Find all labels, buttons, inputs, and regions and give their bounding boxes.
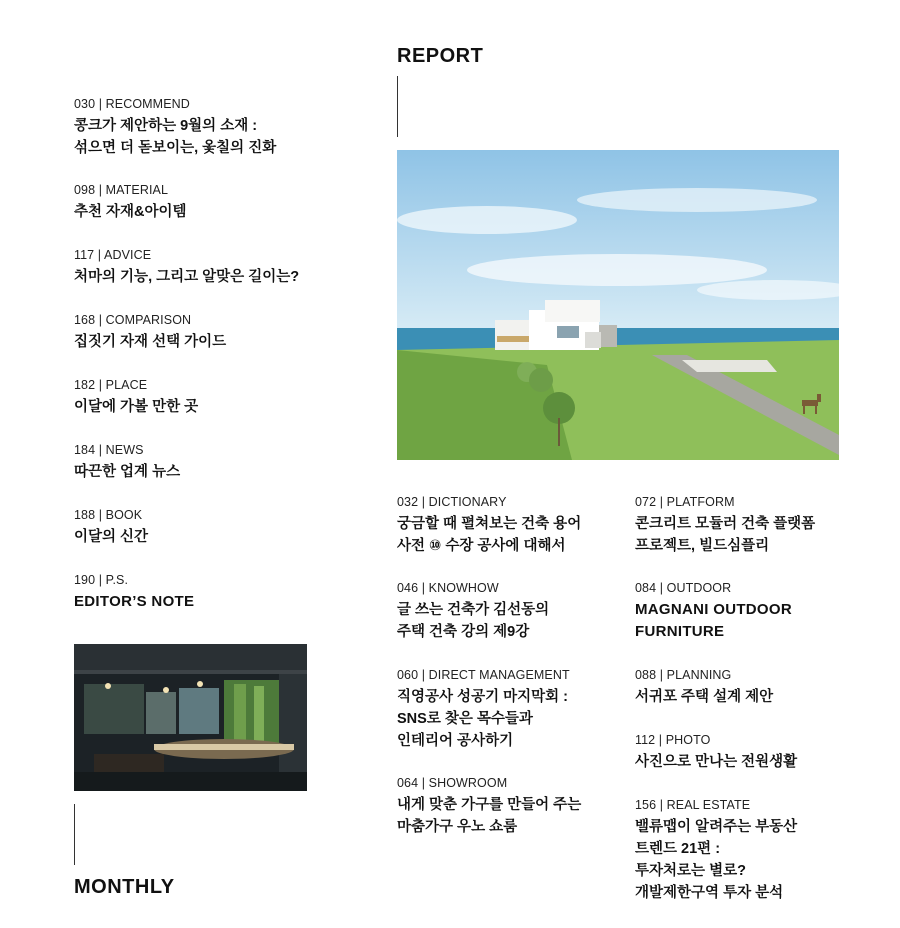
entry-title: 처마의 기능, 그리고 알맞은 길이는?: [74, 269, 300, 285]
report-heading: REPORT: [397, 45, 484, 67]
entry-title: MAGNANI OUTDOOR FURNITURE: [635, 601, 792, 640]
entry-kicker: 072 | PLATFORM: [635, 495, 735, 509]
report-entry-outdoor[interactable]: [635, 580, 895, 643]
entry-title: 콩크가 제안하는 9월의 소재 : 섞으면 더 돋보이는, 옻칠의 진화: [74, 118, 277, 156]
entry-title: 내게 맞춘 가구를 만들어 주는 마춤가구 우노 쇼룸: [397, 797, 582, 835]
report-entry-dictionary[interactable]: [397, 494, 657, 557]
entry-title: 밸류맵이 알려주는 부동산 트렌드 21편 : 투자처로는 별로? 개발제한구역 투자 분석: [635, 819, 798, 901]
entry-title: 서귀포 주택 설계 제안: [635, 689, 774, 705]
report-entry-planning[interactable]: [635, 667, 895, 708]
entry-kicker: 190 | P.S.: [74, 573, 129, 587]
entry-kicker: 098 | MATERIAL: [74, 183, 169, 197]
entry-title: 추천 자재&아이템: [74, 204, 187, 220]
entry-title: 따끈한 업계 뉴스: [74, 464, 181, 480]
entry-title: 사진으로 만나는 전원생활: [635, 754, 798, 770]
entry-title: EDITOR’S NOTE: [74, 593, 195, 610]
monthly-entry-ps[interactable]: [74, 572, 334, 613]
monthly-entry-advice[interactable]: [74, 247, 334, 288]
monthly-entry-recommend[interactable]: [74, 96, 334, 159]
entry-kicker: 168 | COMPARISON: [74, 313, 192, 327]
report-divider: [397, 76, 398, 137]
report-entry-platform[interactable]: [635, 494, 895, 557]
entry-kicker: 182 | PLACE: [74, 378, 148, 392]
entry-title: 집짓기 자재 선택 가이드: [74, 334, 227, 350]
report-entry-knowhow[interactable]: [397, 580, 657, 643]
entry-kicker: 046 | KNOWHOW: [397, 581, 499, 595]
report-entry-real-estate[interactable]: [635, 797, 895, 904]
entry-kicker: 064 | SHOWROOM: [397, 776, 508, 790]
report-entry-photo[interactable]: [635, 732, 895, 773]
monthly-heading: MONTHLY: [74, 876, 175, 898]
entry-title: 콘크리트 모듈러 건축 플랫폼 프로젝트, 빌드심플리: [635, 516, 816, 554]
entry-kicker: 184 | NEWS: [74, 443, 144, 457]
entry-kicker: 117 | ADVICE: [74, 248, 152, 262]
entry-kicker: 188 | BOOK: [74, 508, 143, 522]
monthly-divider: [74, 804, 75, 865]
monthly-entry-material[interactable]: [74, 182, 334, 223]
entry-kicker: 112 | PHOTO: [635, 733, 711, 747]
monthly-entry-place[interactable]: [74, 377, 334, 418]
entry-title: 이달의 신간: [74, 529, 149, 545]
house-rendering-image: [397, 150, 839, 460]
monthly-entry-comparison[interactable]: [74, 312, 334, 353]
interior-photo: [74, 644, 307, 791]
entry-kicker: 060 | DIRECT MANAGEMENT: [397, 668, 570, 682]
entry-kicker: 032 | DICTIONARY: [397, 495, 507, 509]
entry-kicker: 030 | RECOMMEND: [74, 97, 190, 111]
entry-kicker: 088 | PLANNING: [635, 668, 732, 682]
entry-title: 직영공사 성공기 마지막회 : SNS로 찾은 목수들과 인테리어 공사하기: [397, 689, 568, 749]
entry-title: 궁금할 때 펼쳐보는 건축 용어 사전 ⑩ 수장 공사에 대해서: [397, 516, 582, 554]
entry-title: 이달에 가볼 만한 곳: [74, 399, 199, 415]
monthly-entry-news[interactable]: [74, 442, 334, 483]
report-entry-direct-management[interactable]: [397, 667, 657, 752]
report-entry-showroom[interactable]: [397, 775, 657, 838]
monthly-entry-book[interactable]: [74, 507, 334, 548]
entry-kicker: 084 | OUTDOOR: [635, 581, 732, 595]
entry-title: 글 쓰는 건축가 김선동의 주택 건축 강의 제9강: [397, 602, 550, 640]
entry-kicker: 156 | REAL ESTATE: [635, 798, 751, 812]
